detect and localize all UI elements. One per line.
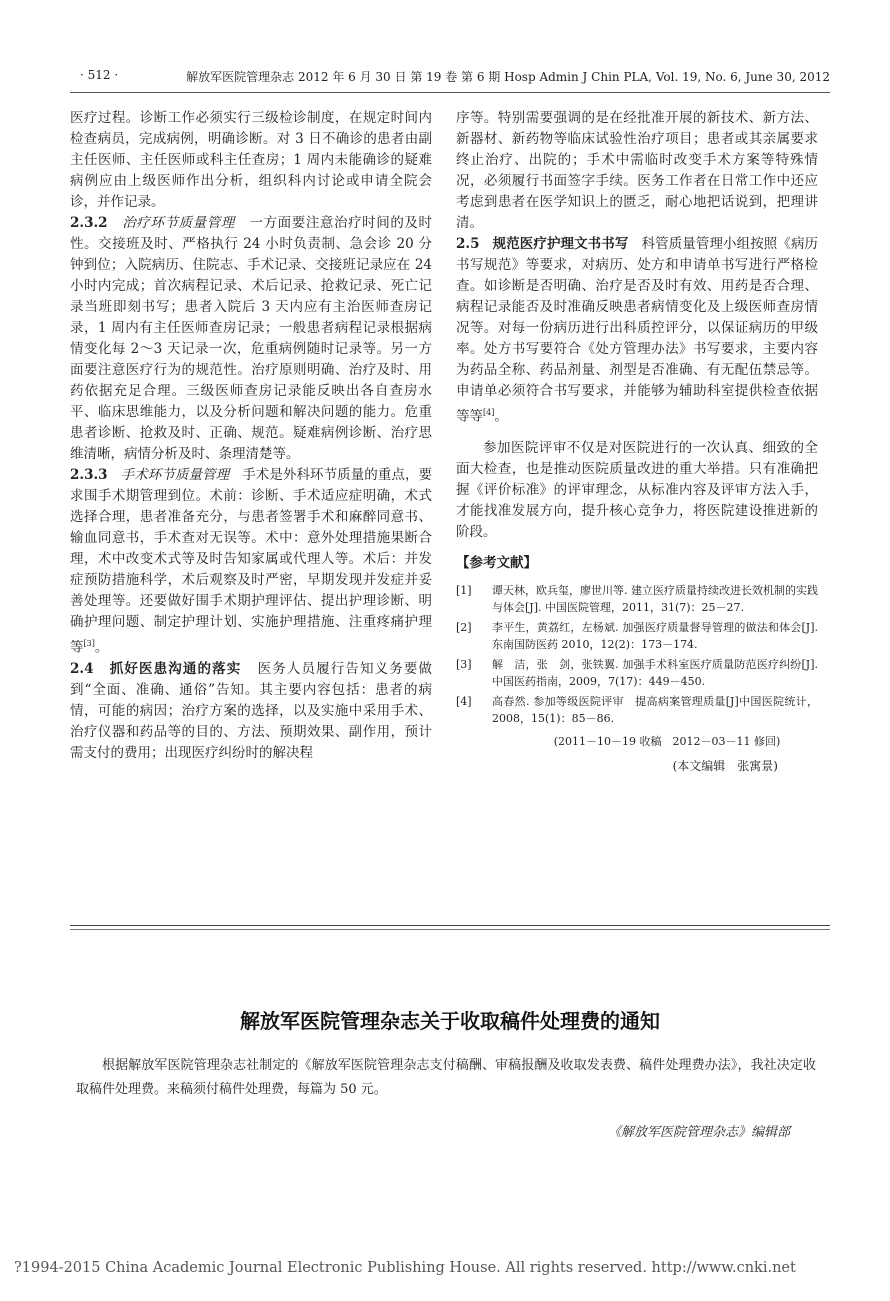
left-column [70, 108, 432, 764]
section-divider [70, 929, 830, 930]
section-2-3-2 [70, 213, 432, 465]
journal-citation: 解放军医院管理杂志 2012 年 6 月 30 日 第 19 卷 第 6 期 Hosp Admin J Chin PLA, Vol. 19, No. 6, June 30, 2012 [186, 70, 830, 84]
section-title: 手术环节质量管理 [120, 467, 230, 483]
section-text: 医务人员履行告知义务要做到“全面、准确、通俗”告知。其主要内容包括：患者的病情，可能的病因；治疗方案的选择，以及实施中采用手术、治疗仪器和药品等的目的、方法、预期效果、副作用，预计需支付的费用；出现医疗纠纷时的解决程 [70, 660, 432, 761]
reference-item [456, 619, 818, 653]
right-column [456, 108, 818, 777]
header-rule [70, 92, 830, 93]
section-divider [70, 925, 830, 926]
section-text: 手术是外科环节质量的重点，要求围手术期管理到位。术前：诊断、手术适应症明确，术式选择合理，患者准备充分，与患者签署手术和麻醉同意书、输血同意书，手术查对无误等。术中：意外处理措施果断合理，术中改变术式等及时告知家属或代理人等。术后：并发症预防措施科学，术后观察及时严密，早期发现并发症并妥善处理等。还要做好围手术期护理评估、提出护理诊断、明确护理问题、制定护理计划、实施护理措施、注重疼痛护理等 [70, 467, 433, 656]
reference-number: [1] [456, 583, 472, 597]
reference-text: 李平生，黄荔红，左杨斌. 加强医疗质量督导管理的做法和体会[J]. 东南国防医药 2010，12(2)：173－174. [492, 620, 818, 651]
reference-list [456, 582, 818, 727]
section-number: 2.5 [456, 236, 480, 252]
article-editor: (本文编辑 张寓景) [672, 758, 778, 773]
section-2-3-3: 2.3.3 手术环节质量管理 手术是外科环节质量的重点，要求围手术期管理到位。术前：诊断、手术适应症明确，术式选择合理，患者准备充分，与患者签署手术和麻醉同意书、输血同意书，手术查对无误等。术中：意外处理措施果断合理，术中改变术式等及时告知家属或代理人等。术后：并发症预防措施科学，术后观察及时严密，早期发现并发症并妥善处理等。还要做好围手术期护理评估、提出护理诊断、明确护理问题、制定护理计划、实施护理措施、注重疼痛护理等[3]。 [70, 467, 433, 656]
paragraph: 医疗过程。诊断工作必须实行三级检诊制度，在规定时间内检查病员，完成病例，明确诊断。对 3 日不确诊的患者由副主任医师、主任医师或科主任查房；1 周内未能确诊的疑难病例应由上级医师作出分析，组织科内讨论或申请全院会诊，并作记录。 [70, 110, 432, 210]
reference-text: 高春然. 参加等级医院评审 提高病案管理质量[J]中国医院统计，2008，15(1)：85－86. [492, 694, 818, 725]
copyright-footer: ?1994-2015 China Academic Journal Electronic Publishing House. All rights reserved. http://www.cnki.net [14, 1260, 796, 1276]
citation-ref: [3] [83, 639, 95, 648]
citation-ref: [4] [483, 408, 495, 417]
reference-item [456, 582, 818, 616]
section-title: 规范医疗护理文书书写 [492, 236, 629, 252]
received-dates: (2011－10－19 收稿 2012－03－11 修回) [553, 734, 781, 748]
section-number: 2.4 [70, 660, 94, 677]
page-number: · 512 · [80, 68, 119, 82]
references-heading: 【参考文献】 [456, 554, 537, 571]
notice-body: 根据解放军医院管理杂志社制定的《解放军医院管理杂志支付稿酬、审稿报酬及收取发表费、稿件处理费办法》，我社决定收取稿件处理费。来稿须付稿件处理费，每篇为 50 元。 [76, 1058, 816, 1097]
reference-item [456, 693, 818, 727]
section-text: 一方面要注意治疗时间的及时性。交接班及时、严格执行 24 小时负责制、急会诊 20 分钟到位；入院病历、住院志、手术记录、交接班记录应在 24 小时内完成；首次病程记录、术后记录、抢救记录、死亡记录当班即刻书写；患者入院后 3 天内应有主治医师查房记录，1 周内有主任医师查房记录；一般患者病程记录根据病情变化每 2～3 天记录一次，危重病例随时记录等。另一方面要注意医疗行为的规范性。治疗原则明确、治疗及时、用药依据充足合理。三级医师查房记录能反映出各自查房水平、临床思维能力，以及分析问题和解决问题的能力。危重患者诊断、抢救及时、正确、规范。疑难病例诊断、治疗思维清晰，病情分析及时、条理清楚等。 [70, 215, 433, 462]
section-text: 科管质量管理小组按照《病历书写规范》等要求，对病历、处方和申请单书写进行严格检查。如诊断是否明确、治疗是否及时有效、用药是否合理、病程记录能否及时准确反映患者病情变化及上级医师查房情况等。对每一份病历进行出科质控评分，以保证病历的甲级率。处方书写要符合《处方管理办法》书写要求，主要内容为药品全称、药品剂量、剂型是否准确、有无配伍禁忌等。申请单必须符合书写要求，并能够为辅助科室提供检查依据等等 [456, 236, 819, 425]
section-2-5: 2.5 规范医疗护理文书书写 科管质量管理小组按照《病历书写规范》等要求，对病历、处方和申请单书写进行严格检查。如诊断是否明确、治疗是否及时有效、用药是否合理、病程记录能否及时准确反映患者病情变化及上级医师查房情况等。对每一份病历进行出科质控评分，以保证病历的甲级率。处方书写要符合《处方管理办法》书写要求，主要内容为药品全称、药品剂量、剂型是否准确、有无配伍禁忌等。申请单必须符合书写要求，并能够为辅助科室提供检查依据等等[4]。 [456, 236, 819, 425]
section-title: 抓好医患沟通的落实 [109, 660, 242, 677]
reference-number: [4] [456, 694, 472, 708]
section-number: 2.3.3 [70, 467, 108, 483]
section-title: 治疗环节质量管理 [122, 215, 235, 231]
reference-item [456, 656, 818, 690]
reference-text: 谭天林，欧兵玺，廖世川等. 建立医疗质量持续改进长效机制的实践与体会[J]. 中国医院管理，2011，31(7)：25－27. [492, 583, 818, 614]
section-number: 2.3.2 [70, 215, 108, 231]
section-2-4 [70, 659, 432, 764]
reference-text: 解 洁，张 剑，张铁翼. 加强手术科室医疗质量防范医疗纠纷[J]. 中国医药指南，2009，7(17)：449－450. [492, 657, 818, 688]
paragraph: 序等。特别需要强调的是在经批准开展的新技术、新方法、新器材、新药物等临床试验性治疗项目；患者或其亲属要求终止治疗、出院的；手术中需临时改变手术方案等特殊情况，必须履行书面签字手续。医务工作者在日常工作中还应考虑到患者在医学知识上的匮乏，耐心地把话说到，把理讲清。 [456, 110, 818, 231]
notice-signature: 《解放军医院管理杂志》编辑部 [607, 1125, 790, 1140]
reference-number: [2] [456, 620, 472, 634]
notice-title: 解放军医院管理杂志关于收取稿件处理费的通知 [240, 1009, 660, 1033]
conclusion-paragraph: 参加医院评审不仅是对医院进行的一次认真、细致的全面大检查，也是推动医院质量改进的重大举措。只有准确把握《评价标准》的评审理念，从标准内容及评审方法入手，才能找准发展方向，提升核心竞争力，将医院建设推进新的阶段。 [456, 439, 818, 540]
reference-number: [3] [456, 657, 472, 671]
